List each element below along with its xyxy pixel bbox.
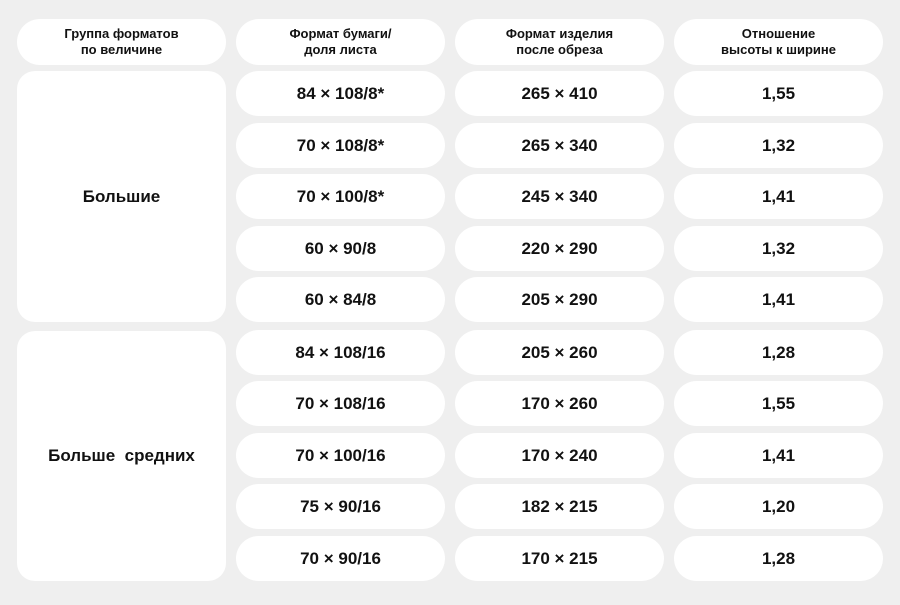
ratio-cell: 1,20 xyxy=(674,484,883,529)
trim-format-cell: 205 × 290 xyxy=(455,277,664,322)
ratio-cell: 1,55 xyxy=(674,71,883,116)
ratio-cell: 1,28 xyxy=(674,536,883,581)
ratio-cell: 1,28 xyxy=(674,330,883,375)
trim-format-cell: 245 × 340 xyxy=(455,174,664,219)
ratio-cell: 1,55 xyxy=(674,381,883,426)
trim-format-cell: 220 × 290 xyxy=(455,226,664,271)
ratio-cell: 1,41 xyxy=(674,277,883,322)
ratio-cell: 1,32 xyxy=(674,123,883,168)
trim-format-cell: 205 × 260 xyxy=(455,330,664,375)
paper-format-cell: 70 × 100/16 xyxy=(236,433,445,478)
trim-format-cell: 170 × 260 xyxy=(455,381,664,426)
trim-format-cell: 170 × 240 xyxy=(455,433,664,478)
trim-format-cell: 170 × 215 xyxy=(455,536,664,581)
header-trim-format: Формат изделия после обреза xyxy=(455,19,664,65)
trim-format-cell: 265 × 340 xyxy=(455,123,664,168)
paper-format-cell: 60 × 84/8 xyxy=(236,277,445,322)
group-large: Большие xyxy=(17,71,226,322)
paper-format-cell: 70 × 108/8* xyxy=(236,123,445,168)
paper-format-cell: 60 × 90/8 xyxy=(236,226,445,271)
header-size-group: Группа форматов по величине xyxy=(17,19,226,65)
ratio-cell: 1,41 xyxy=(674,174,883,219)
group-above-medium: Больше средних xyxy=(17,331,226,581)
header-paper-format: Формат бумаги/ доля листа xyxy=(236,19,445,65)
header-aspect-ratio: Отношение высоты к ширине xyxy=(674,19,883,65)
ratio-cell: 1,41 xyxy=(674,433,883,478)
paper-format-cell: 84 × 108/16 xyxy=(236,330,445,375)
paper-format-cell: 84 × 108/8* xyxy=(236,71,445,116)
trim-format-cell: 265 × 410 xyxy=(455,71,664,116)
ratio-cell: 1,32 xyxy=(674,226,883,271)
paper-format-cell: 70 × 108/16 xyxy=(236,381,445,426)
paper-format-cell: 70 × 90/16 xyxy=(236,536,445,581)
paper-format-cell: 75 × 90/16 xyxy=(236,484,445,529)
paper-format-cell: 70 × 100/8* xyxy=(236,174,445,219)
trim-format-cell: 182 × 215 xyxy=(455,484,664,529)
